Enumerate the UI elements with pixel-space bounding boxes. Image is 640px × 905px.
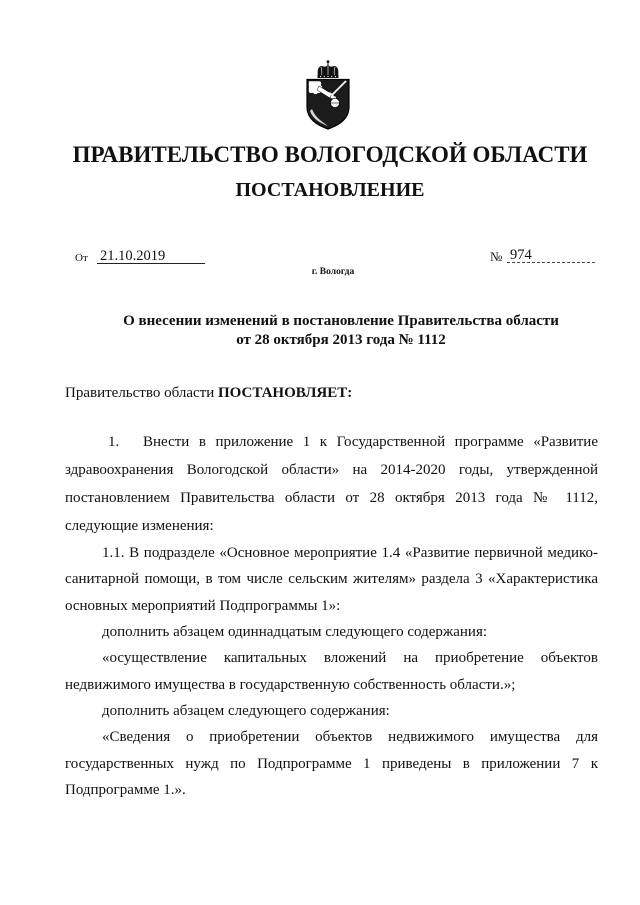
document-date: 21.10.2019 xyxy=(97,248,205,264)
paragraph-line: «осуществление капитальных вложений на приобретение объектов xyxy=(102,650,598,667)
paragraph-line: основных мероприятий Подпрограммы 1»: xyxy=(65,597,341,614)
paragraph-line: следующие изменения: xyxy=(65,518,214,534)
paragraph-line: «Сведения о приобретении объектов недвижимого имущества для xyxy=(102,729,598,746)
paragraph-line: санитарной помощи, в том числе сельским жителям» раздела 3 «Характеристика xyxy=(65,571,598,588)
document-type: ПОСТАНОВЛЕНИЕ xyxy=(235,179,425,201)
paragraph-line: Подпрограмме 1.». xyxy=(65,781,186,798)
paragraph-line: дополнить абзацем следующего содержания: xyxy=(102,702,390,719)
document-number: 974 xyxy=(507,247,595,263)
crown-icon xyxy=(318,60,339,78)
preamble-decree-word: ПОСТАНОВЛЯЕТ: xyxy=(217,385,353,401)
coat-of-arms-icon xyxy=(301,59,355,131)
coat-of-arms-graphic xyxy=(301,59,355,131)
document-title xyxy=(84,312,598,350)
paragraph-line: постановлением Правительства области от 28 октября 2013 года № 1112, xyxy=(65,490,598,506)
paragraph-line: недвижимого имущества в государственную собственность области.»; xyxy=(65,676,516,693)
paragraph-line-text: Внести в приложение 1 к Государственной программе «Развитие xyxy=(143,434,598,450)
issuing-authority: ПРАВИТЕЛЬСТВО ВОЛОГОДСКОЙ ОБЛАСТИ xyxy=(72,142,588,167)
preamble-text: Правительство области xyxy=(65,385,215,401)
paragraph-1 xyxy=(65,428,598,540)
date-prefix: От xyxy=(75,252,88,264)
title-line: О внесении изменений в постановление Правительства области xyxy=(123,313,559,329)
paragraph-number: 1. xyxy=(108,434,120,450)
paragraph-line: дополнить абзацем одиннадцатым следующего содержания: xyxy=(102,623,488,640)
place-of-issue: г. Вологда xyxy=(311,267,355,277)
title-line: от 28 октября 2013 года № 1112 xyxy=(236,332,446,348)
paragraph-line: государственных нужд по Подпрограмме 1 приведены в приложении 7 к xyxy=(65,755,598,772)
paragraph-line: здравоохранения Вологодской области» на 2014-2020 годы, утвержденной xyxy=(65,462,598,478)
preamble xyxy=(65,383,352,403)
paragraph-block xyxy=(65,540,598,803)
number-prefix: № xyxy=(490,249,503,264)
paragraph-line: 1.1. В подразделе «Основное мероприятие 1.4 «Развитие первичной медико- xyxy=(102,545,598,561)
paragraph-line xyxy=(65,428,598,456)
